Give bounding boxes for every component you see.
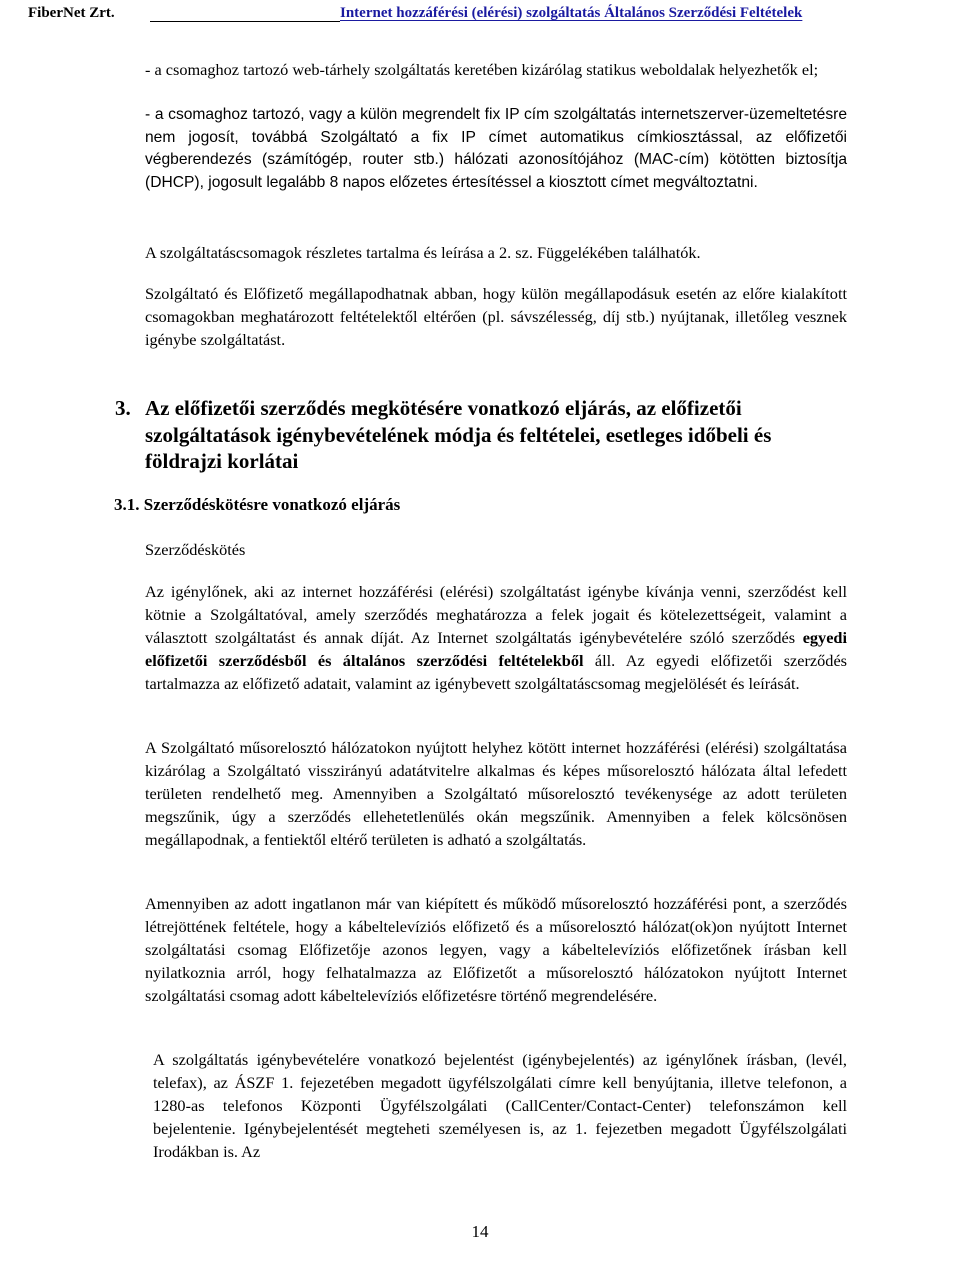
header-rule <box>150 21 340 22</box>
paragraph-existing-access-point: Amennyiben az adott ingatlanon már van kiépített és működő műsorelosztó hozzáférési pont, a szerződés létrejöttének feltétele, hogy a kábeltelevíziós előfizető és a műsorelosztó hálózat(ok)on nyújtott Internet szolgáltatási csomag Előfizetője azonos legyen, vagy a kábeltelevíziós előfizetőnek írásban kell nyilatkoznia arról, hogy felhatalmazza az Előfizetőt a műsorelosztó hálózatokon nyújtott Internet szolgáltatási csomag adott kábeltelevíziós előfizetésre történő megrendelésére. <box>145 894 847 1005</box>
paragraph-static-webpages: - a csomaghoz tartozó web-tárhely szolgáltatás keretében kizárólag statikus weboldalak helyezhetők el; <box>145 60 819 79</box>
paragraph-network-coverage: A Szolgáltató műsorelosztó hálózatokon nyújtott helyhez kötött internet hozzáférési (elérési) szolgáltatása kizárólag a Szolgáltató visszirányú adatátvitelre alkalmas és képes műsorelosztó hálózata által lefedett területen rendelhető meg. Amennyiben a Szolgáltató műsorelosztó tevékenysége az adott területen megszűnik, úgy a szerződés ellehetetlenülés okán megszűnik. Amennyiben a felek kölcsönösen megállapodnak, a fentiektől eltérő területen is adható a szolgáltatás. <box>145 738 847 849</box>
contract-bold-terms: egyedi előfizetői szerződésből és általános szerződési feltételekb <box>145 627 847 670</box>
paragraph-service-request: A szolgáltatás igénybevételére vonatkozó bejelentést (igénybejelentés) az igénylőnek írásban, (levél, telefax), az ÁSZF 1. fejezetében megadott ügyfélszolgálati címre kell benyújtania, illetve telefonon, a 1280-as telefonos Központi Ügyfélszolgálati (CallCenter/Contact-Center) telefonszámon kell bejelentenie. Igénybejelentését megteheti személyesen is, az 1. fejezetben megadott Ügyfélszolgálati Irodákban is. Az <box>153 1050 847 1161</box>
page-number: 14 <box>471 1222 489 1241</box>
page-header <box>0 0 960 30</box>
paragraph-contract-conclusion <box>145 581 847 696</box>
paragraph-package-details: A szolgáltatáscsomagok részletes tartalma és leírása a 2. sz. Függelékében találhatók. <box>145 243 701 262</box>
subheading-contract: Szerződéskötés <box>145 540 246 559</box>
subsection-heading: 3.1. Szerződéskötésre vonatkozó eljárás <box>114 495 401 514</box>
contract-text-start: Az igénylőnek, aki az internet hozzáférési (elérési) szolgáltatást igénybe kívánja venni, szerződést kell kötnie a Szolgáltatóval, amely szerződés meghatározza a felek jogait és kötelezettségeit, valamint a választott szolgáltatást és annak díját. Az Internet szolgáltatás igénybevételére szóló szerződés <box>145 582 847 647</box>
contract-bold-suffix: ől <box>570 650 584 670</box>
company-name: FiberNet Zrt. <box>28 5 115 21</box>
section-title: Az előfizetői szerződés megkötésére vonatkozó eljárás, az előfizetői szolgáltatások igénybevételének módja és feltételei, esetleges időbeli és földrajzi korlátai <box>145 396 772 473</box>
paragraph-fixed-ip: - a csomaghoz tartozó, vagy a külön megrendelt fix IP cím szolgáltatás internetszerver-üzemeltetésre nem jogosít, továbbá Szolgáltató a fix IP címet automatikus címkiosztással, az előfizetői végberendezés (számítógép, router stb.) hálózati azonosítójához (MAC-cím) kötötten biztosítja (DHCP), jogosult legalább 8 napos előzetes értesítéssel a kiosztott címet megváltoztatni. <box>145 106 847 191</box>
section-number: 3. <box>115 396 131 420</box>
contract-text-end: áll. Az egyedi előfizetői szerződés tartalmazza az előfizető adatait, valamint az igénybevett szolgáltatáscsomag megjelölését és leírását. <box>145 650 848 693</box>
document-title: Internet hozzáférési (elérési) szolgáltatás Általános Szerződési Feltételek <box>340 5 803 21</box>
paragraph-individual-agreement: Szolgáltató és Előfizető megállapodhatnak abban, hogy külön megállapodásuk esetén az előre kialakított csomagokban meghatározott feltételektől eltérően (pl. sávszélesség, díj stb.) nyújtanak, illetőleg vesznek igénybe szolgáltatást. <box>145 284 847 349</box>
section-heading <box>115 395 847 475</box>
